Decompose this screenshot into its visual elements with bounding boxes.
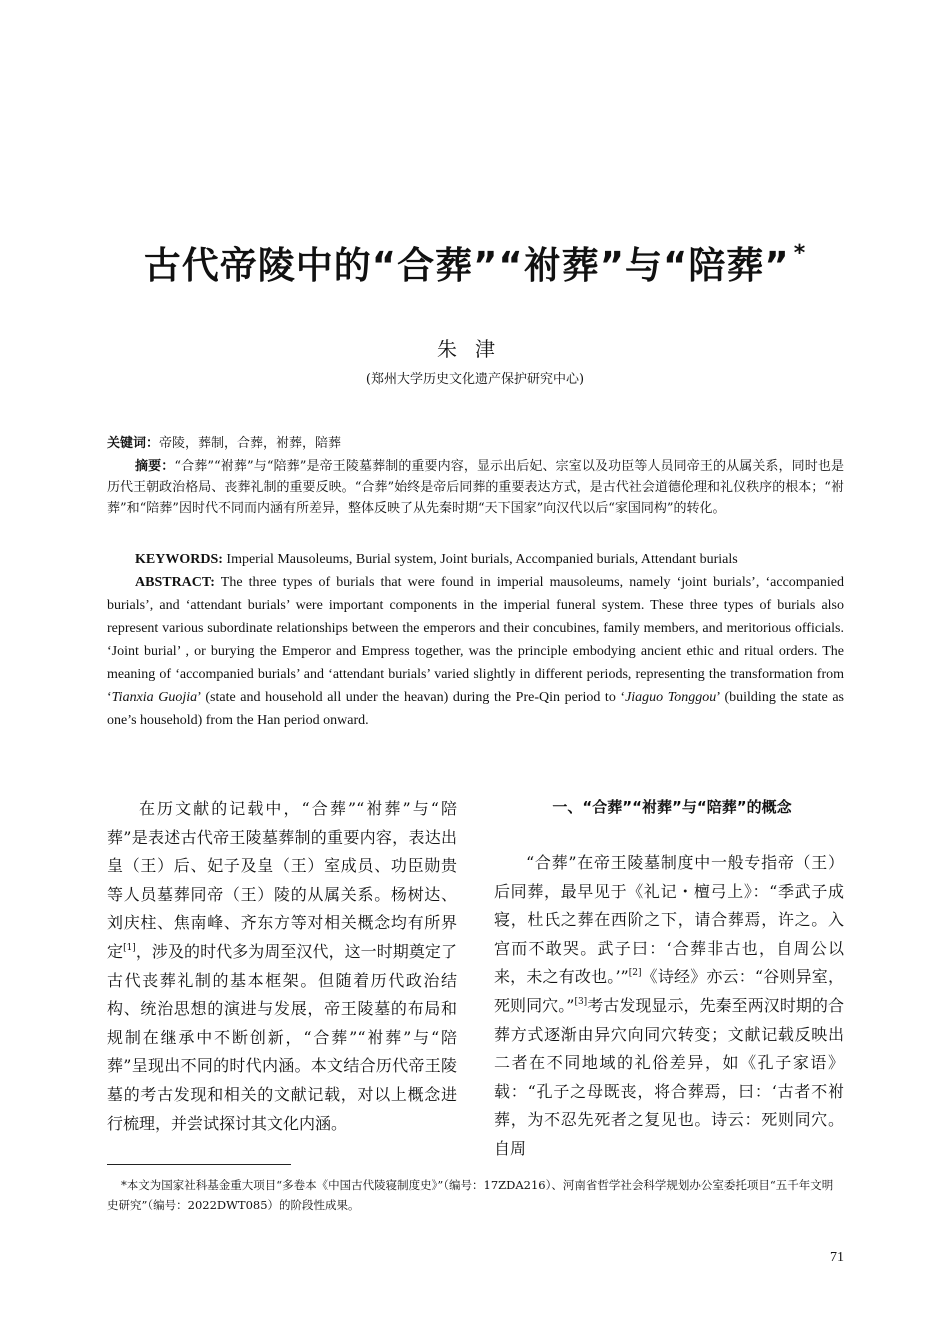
abstract-en-term-jiaguo: Jiaguo Tonggou <box>625 690 717 705</box>
abstract-en-text-2: ’ (state and household all under the heavan) during the Pre-Qin period to ‘ <box>197 690 626 705</box>
article-title <box>0 235 950 289</box>
title-footnote-mark: * <box>793 241 807 266</box>
abstract-en-label: ABSTRACT: <box>135 575 215 590</box>
abstract-en-text-3: ’ (building the state as one’s household) from the Han period onward. <box>107 690 845 728</box>
keywords-en <box>107 548 844 571</box>
citation-ref-2[interactable]: [2] <box>628 968 642 979</box>
keywords-en-label: KEYWORDS: <box>135 552 223 567</box>
body-column-right <box>494 849 844 1164</box>
citation-ref-3[interactable]: [3] <box>574 996 588 1007</box>
abstract-cn <box>107 456 844 519</box>
keywords-cn-text: 帝陵，葬制，合葬，祔葬，陪葬 <box>159 436 342 451</box>
keywords-en-text: Imperial Mausoleums, Burial system, Joint burials, Accompanied burials, Attendant burials <box>222 552 738 567</box>
footnote-divider <box>107 1164 291 1165</box>
abstract-cn-label: 摘要： <box>135 459 175 474</box>
section-text-2: 《诗经》亦云：“谷则异室，死则同穴。” <box>494 967 844 1015</box>
author-affiliation: (郑州大学历史文化遗产保护研究中心) <box>365 372 585 387</box>
keywords-cn-label: 关键词： <box>107 436 160 451</box>
section-text-3: 考古发现显示，先秦至两汉时期的合葬方式逐渐由异穴向同穴转变；文献记载反映出二者在不同地域的礼俗差异，如《孔子家语》载：“孔子之母既丧，将合葬焉，曰：‘古者不祔葬，为不忍先死者之复见也。诗云：死则同穴。自周 <box>494 995 844 1158</box>
intro-text-1: 在历文献的记载中，“合葬”“祔葬”与“陪葬”是表述古代帝王陵墓葬制的重要内容，表达出皇（王）后、妃子及皇（王）室成员、功臣勋贵等人员墓葬同帝（王）陵的从属关系。杨树达、刘庆柱、焦南峰、齐东方等对相关概念均有所界定 <box>107 799 457 961</box>
citation-ref-1[interactable]: [1] <box>123 942 136 953</box>
abstract-cn-text: “合葬”“祔葬”与“陪葬”是帝王陵墓葬制的重要内容，显示出后妃、宗室以及功臣等人员同帝王的从属关系，同时也是历代王朝政治格局、丧葬礼制的重要反映。“合葬”始终是帝后同葬的重要表达方式，是古代社会道德伦理和礼仪秩序的根本；“祔葬”和“陪葬”因时代不同而内涵有所差异，整体反映了从先秦时期“天下国家”向汉代以后“家国同构”的转化。 <box>107 459 844 516</box>
abstract-en <box>107 571 844 732</box>
funding-footnote: *本文为国家社科基金重大项目“多卷本《中国古代陵寝制度史》”（编号：17ZDA216）、河南省哲学社会科学规划办公室委托项目“五千年文明史研究”（编号：2022DWT085）的阶段性成果。 <box>107 1178 834 1212</box>
page-number: 71 <box>830 1250 844 1265</box>
body-column-left <box>107 795 457 1138</box>
title-text: 古代帝陵中的“合葬”“祔葬”与“陪葬” <box>143 244 790 287</box>
section-text-1: “合葬”在帝王陵墓制度中一般专指帝（王）后同葬，最早见于《礼记・檀弓上》：“季武子成寝，杜氏之葬在西阶之下，请合葬焉，许之。入宫而不敢哭。武子曰：‘合葬非古也，自周公以来，未之有改也。’” <box>494 853 844 987</box>
intro-text-2: ，涉及的时代多为周至汉代，这一时期奠定了古代丧葬礼制的基本框架。但随着历代政治结构、统治思想的演进与发展，帝王陵墓的布局和规制在继承中不断创新，“合葬”“祔葬”与“陪葬”呈现出不同的时代内涵。本文结合历代帝王陵墓的考古发现和相关的文献记载，对以上概念进行梳理，并尝试探讨其文化内涵。 <box>107 941 457 1133</box>
keywords-cn <box>107 433 844 454</box>
author-name: 朱津 <box>437 337 513 361</box>
section-heading: 一、“合葬”“祔葬”与“陪葬”的概念 <box>552 798 792 816</box>
abstract-en-term-tianxia: Tianxia Guojia <box>111 690 198 705</box>
abstract-en-text-1: The three types of burials that were found in imperial mausoleums, namely ‘joint burials’, ‘accompanied burials’, and ‘attendant burials’ were important components in the imperial funeral system. These three types of burials also represent various subordinate relationships between the emperors and their concubines, family members, and meritorious officials. ‘Joint burial’ , or burying the Emperor and Empress together, was the principle embodying ancient ethic and ritual orders. The meaning of ‘accompanied burials’ and ‘attendant burials’ varied slightly in different periods, representing the transformation from ‘ <box>107 575 844 705</box>
